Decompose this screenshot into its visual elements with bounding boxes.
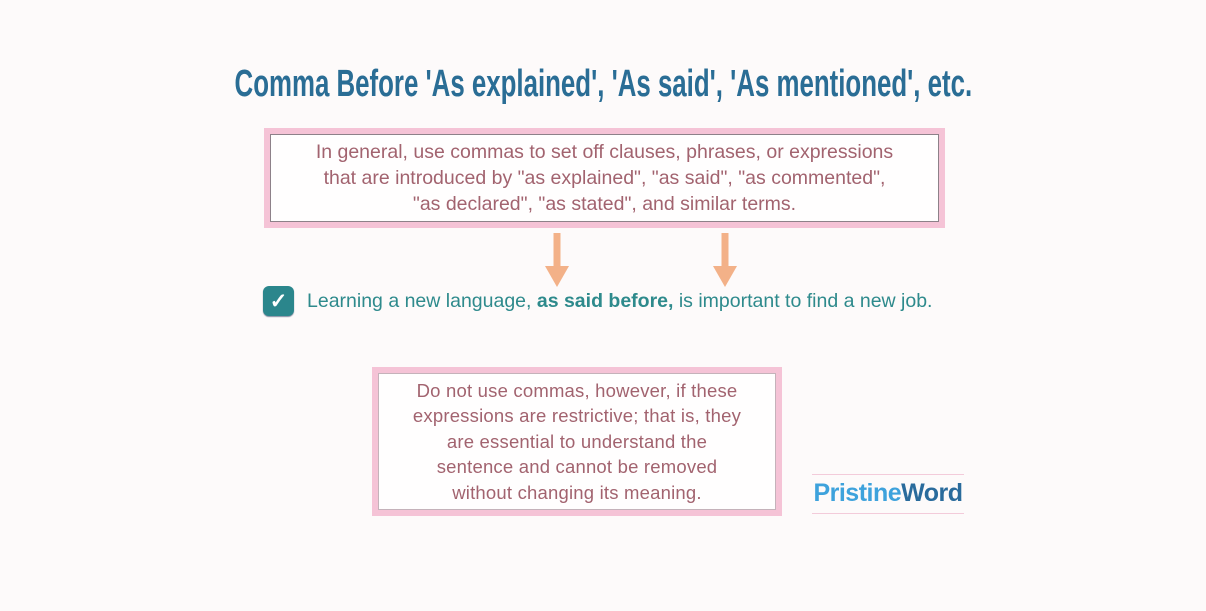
exception-text-line: are essential to understand the bbox=[446, 430, 708, 452]
page-title-text: Comma Before 'As explained', 'As said', 'As mentioned', etc. bbox=[234, 63, 972, 105]
exception-text-line: without changing its meaning. bbox=[452, 481, 702, 503]
rule-text-line: In general, use commas to set off clauses, phrases, or expressions bbox=[315, 141, 894, 163]
logo-part-word: Word bbox=[901, 479, 963, 507]
exception-text-line: sentence and cannot be removed bbox=[436, 456, 718, 478]
example-pre-text: Learning a new language, bbox=[307, 289, 532, 312]
down-arrow-icon bbox=[544, 233, 570, 287]
down-arrow-icon bbox=[712, 233, 738, 287]
example-sentence-row bbox=[263, 286, 932, 316]
checkmark-icon: ✓ bbox=[269, 289, 288, 313]
example-post-text: is important to find a new job. bbox=[678, 289, 933, 312]
pristineword-logo bbox=[812, 474, 964, 514]
rule-text-line: "as declared", "as stated", and similar terms. bbox=[412, 193, 797, 215]
checkbox-checked[interactable] bbox=[263, 286, 294, 316]
exception-rule-box bbox=[372, 367, 782, 516]
example-bold-phrase: as said before, bbox=[536, 289, 674, 312]
exception-text-line: expressions are restrictive; that is, they bbox=[412, 405, 742, 427]
page-title bbox=[0, 64, 1206, 104]
example-sentence bbox=[307, 290, 932, 313]
general-rule-box bbox=[264, 128, 945, 228]
logo-part-pristine: Pristine bbox=[813, 479, 902, 507]
exception-text-line: Do not use commas, however, if these bbox=[416, 379, 738, 401]
rule-text-line: that are introduced by "as explained", "as said", "as commented", bbox=[323, 167, 886, 189]
